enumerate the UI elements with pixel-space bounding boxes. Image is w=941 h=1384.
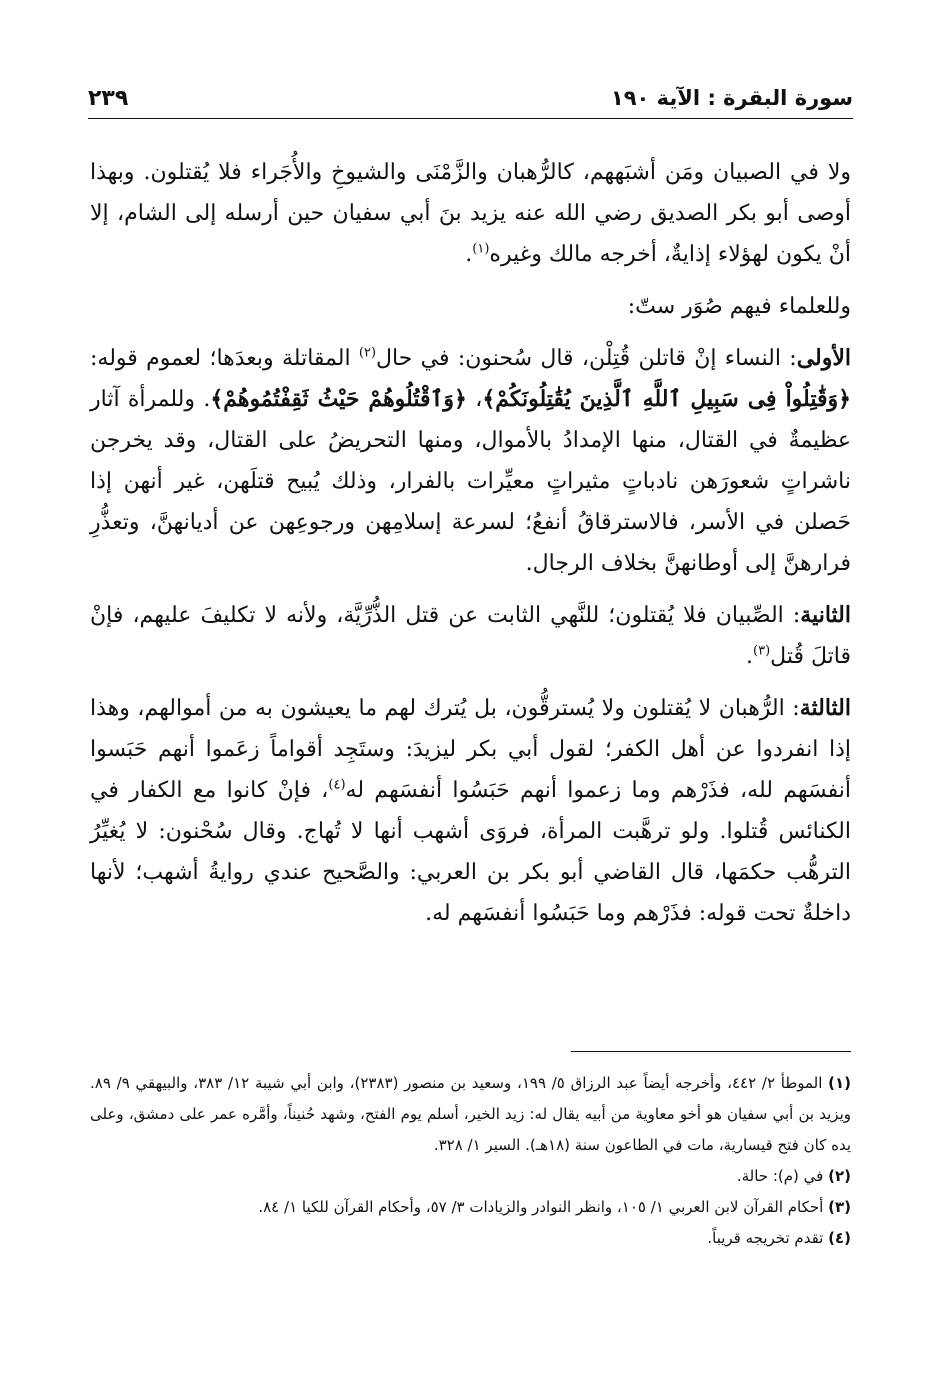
paragraph-1-end: . — [465, 242, 473, 267]
paragraph-second-case — [90, 595, 851, 677]
paragraph-1 — [90, 152, 851, 275]
third-case-text-b: ، فإنْ كانوا مع الكفار في الكنائس قُتلوا. ولو ترهَّبت المرأة، فروَى أشهب أنها لا تُهاج. وقال سُحْنون: لا يُغيِّرُ الترهُّب حكمَها، قال القاضي أبو بكر بن العربي: والصَّحيح عندي روايةُ أشهب؛ لأنها داخلةٌ تحت قوله: فذَرْهم وما حَبَسُوا أنفسَهم له. — [90, 778, 851, 926]
header-divider — [88, 118, 853, 119]
main-text — [90, 152, 851, 934]
footnotes — [90, 1068, 851, 1254]
quran-verse-1: ﴿وَقَٰتِلُواْ فِى سَبِيلِ ٱللَّهِ ٱلَّذِينَ يُقَٰتِلُونَكُمْ﴾ — [482, 386, 851, 412]
third-case-text-a: : الرُّهبان لا يُقتلون ولا يُسترقُّون، بل يُترك لهم ما يعيشون به من أموالهم، وهذا إذا انفردوا عن أهل الكفر؛ لقول أبي بكر ليزيدَ: وستَجِد أقواماً زعَموا أنهم حَبَسوا أنفسَهم لله، فذَرْهم وما زعموا أنهم حَبَسُوا أنفسَهم له — [90, 696, 851, 803]
footnote-text: تقدم تخريجه قريباً. — [707, 1229, 824, 1247]
first-case-text-a: : النساء إنْ قاتلن قُتِلْن، قال سُحنون: في حال — [376, 346, 797, 371]
first-case-text-d: . وللمرأة آثار عظيمةٌ في القتال، منها الإمدادُ بالأموال، ومنها التحريضُ على القتال، وقد يخرجن ناشراتٍ شعورَهن نادباتٍ مثيراتٍ معيِّرات بالفرار، وذلك يُبيح قتلَهن، غير أنهن إذا حَصلن في الأسر، فالاسترقاقُ أنفعُ؛ لسرعة إسلامِهن ورجوعِهن عن أديانهنَّ، وتعذُّرِ فرارهنَّ إلى أوطانهنَّ بخلاف الرجال. — [90, 387, 851, 576]
case-label-second: الثانية — [800, 602, 851, 628]
first-case-sep: ، — [466, 387, 483, 412]
running-title: سورة البقرة : الآية ١٩٠ — [610, 86, 853, 110]
footnote-4 — [90, 1223, 851, 1254]
footnote-3 — [90, 1192, 851, 1223]
paragraph-first-case — [90, 338, 851, 584]
second-case-text: : الصِّبيان فلا يُقتلون؛ للنَّهي الثابت عن قتل الذُّرِّيَّة، ولأنه لا تكليفَ عليهم، فإنْ قاتلَ قُتل — [90, 603, 851, 669]
footnote-text: أحكام القرآن لابن العربي ١/ ١٠٥، وانظر النوادر والزيادات ٣/ ٥٧، وأحكام القرآن للكيا ١/ ٨٤. — [258, 1198, 824, 1216]
page-number: ٢٣٩ — [88, 85, 129, 111]
case-label-third: الثالثة — [799, 695, 851, 721]
footnote-number: (١) — [828, 1074, 852, 1092]
first-case-text-b: المقاتلة وبعدَها؛ لعموم قوله: — [90, 346, 359, 371]
footnote-number: (٢) — [828, 1167, 851, 1185]
case-label-first: الأولى — [796, 345, 852, 371]
page-header — [88, 78, 853, 118]
paragraph-third-case — [90, 688, 851, 934]
footnote-text: في (م): حالة. — [736, 1167, 824, 1185]
footnote-text: الموطأ ٢/ ٤٤٢، وأخرجه أيضاً عبد الرزاق ٥/ ١٩٩، وسعيد بن منصور (٢٣٨٣)، وابن أبي شيبة ١٢/ ٣٨٣، والبيهقي ٩/ ٨٩. ويزيد بن أبي سفيان هو أخو معاوية من أبيه يقال له: زيد الخير، أسلم يوم الفتح، وشهد حُنيناً، وأمَّره عمر على دمشق، وعلى يده كان فتح قيسارية، مات في الطاعون سنة (١٨هـ). السير ١/ ٣٢٨. — [90, 1074, 851, 1154]
footnote-ref-3[interactable]: (٣) — [753, 643, 771, 659]
paragraph-1-text: ولا في الصبيان ومَن أشبَههم، كالرُّهبان والزَّمْنَى والشيوخِ والأُجَراء فلا يُقتلون. وبهذا أوصى أبو بكر الصديق رضي الله عنه يزيد بنَ أبي سفيان حين أرسله إلى الشام، إلا أنْ يكون لهؤلاء إذايةٌ، أخرجه مالك وغيره — [90, 160, 851, 267]
footnote-2 — [90, 1161, 851, 1192]
footnote-divider — [571, 1051, 851, 1052]
footnote-number: (٣) — [828, 1198, 851, 1216]
footnote-ref-4[interactable]: (٤) — [328, 777, 346, 793]
quran-verse-2: ﴿وَٱقْتُلُوهُمْ حَيْثُ ثَقِفْتُمُوهُمْ﴾ — [210, 386, 467, 412]
footnote-ref-1[interactable]: (١) — [472, 241, 490, 257]
second-case-end: . — [746, 644, 754, 669]
footnote-1 — [90, 1068, 851, 1161]
paragraph-2: وللعلماء فيهم صُوَر ستّ: — [627, 294, 851, 319]
footnote-ref-2[interactable]: (٢) — [358, 345, 377, 361]
footnote-number: (٤) — [828, 1229, 851, 1247]
